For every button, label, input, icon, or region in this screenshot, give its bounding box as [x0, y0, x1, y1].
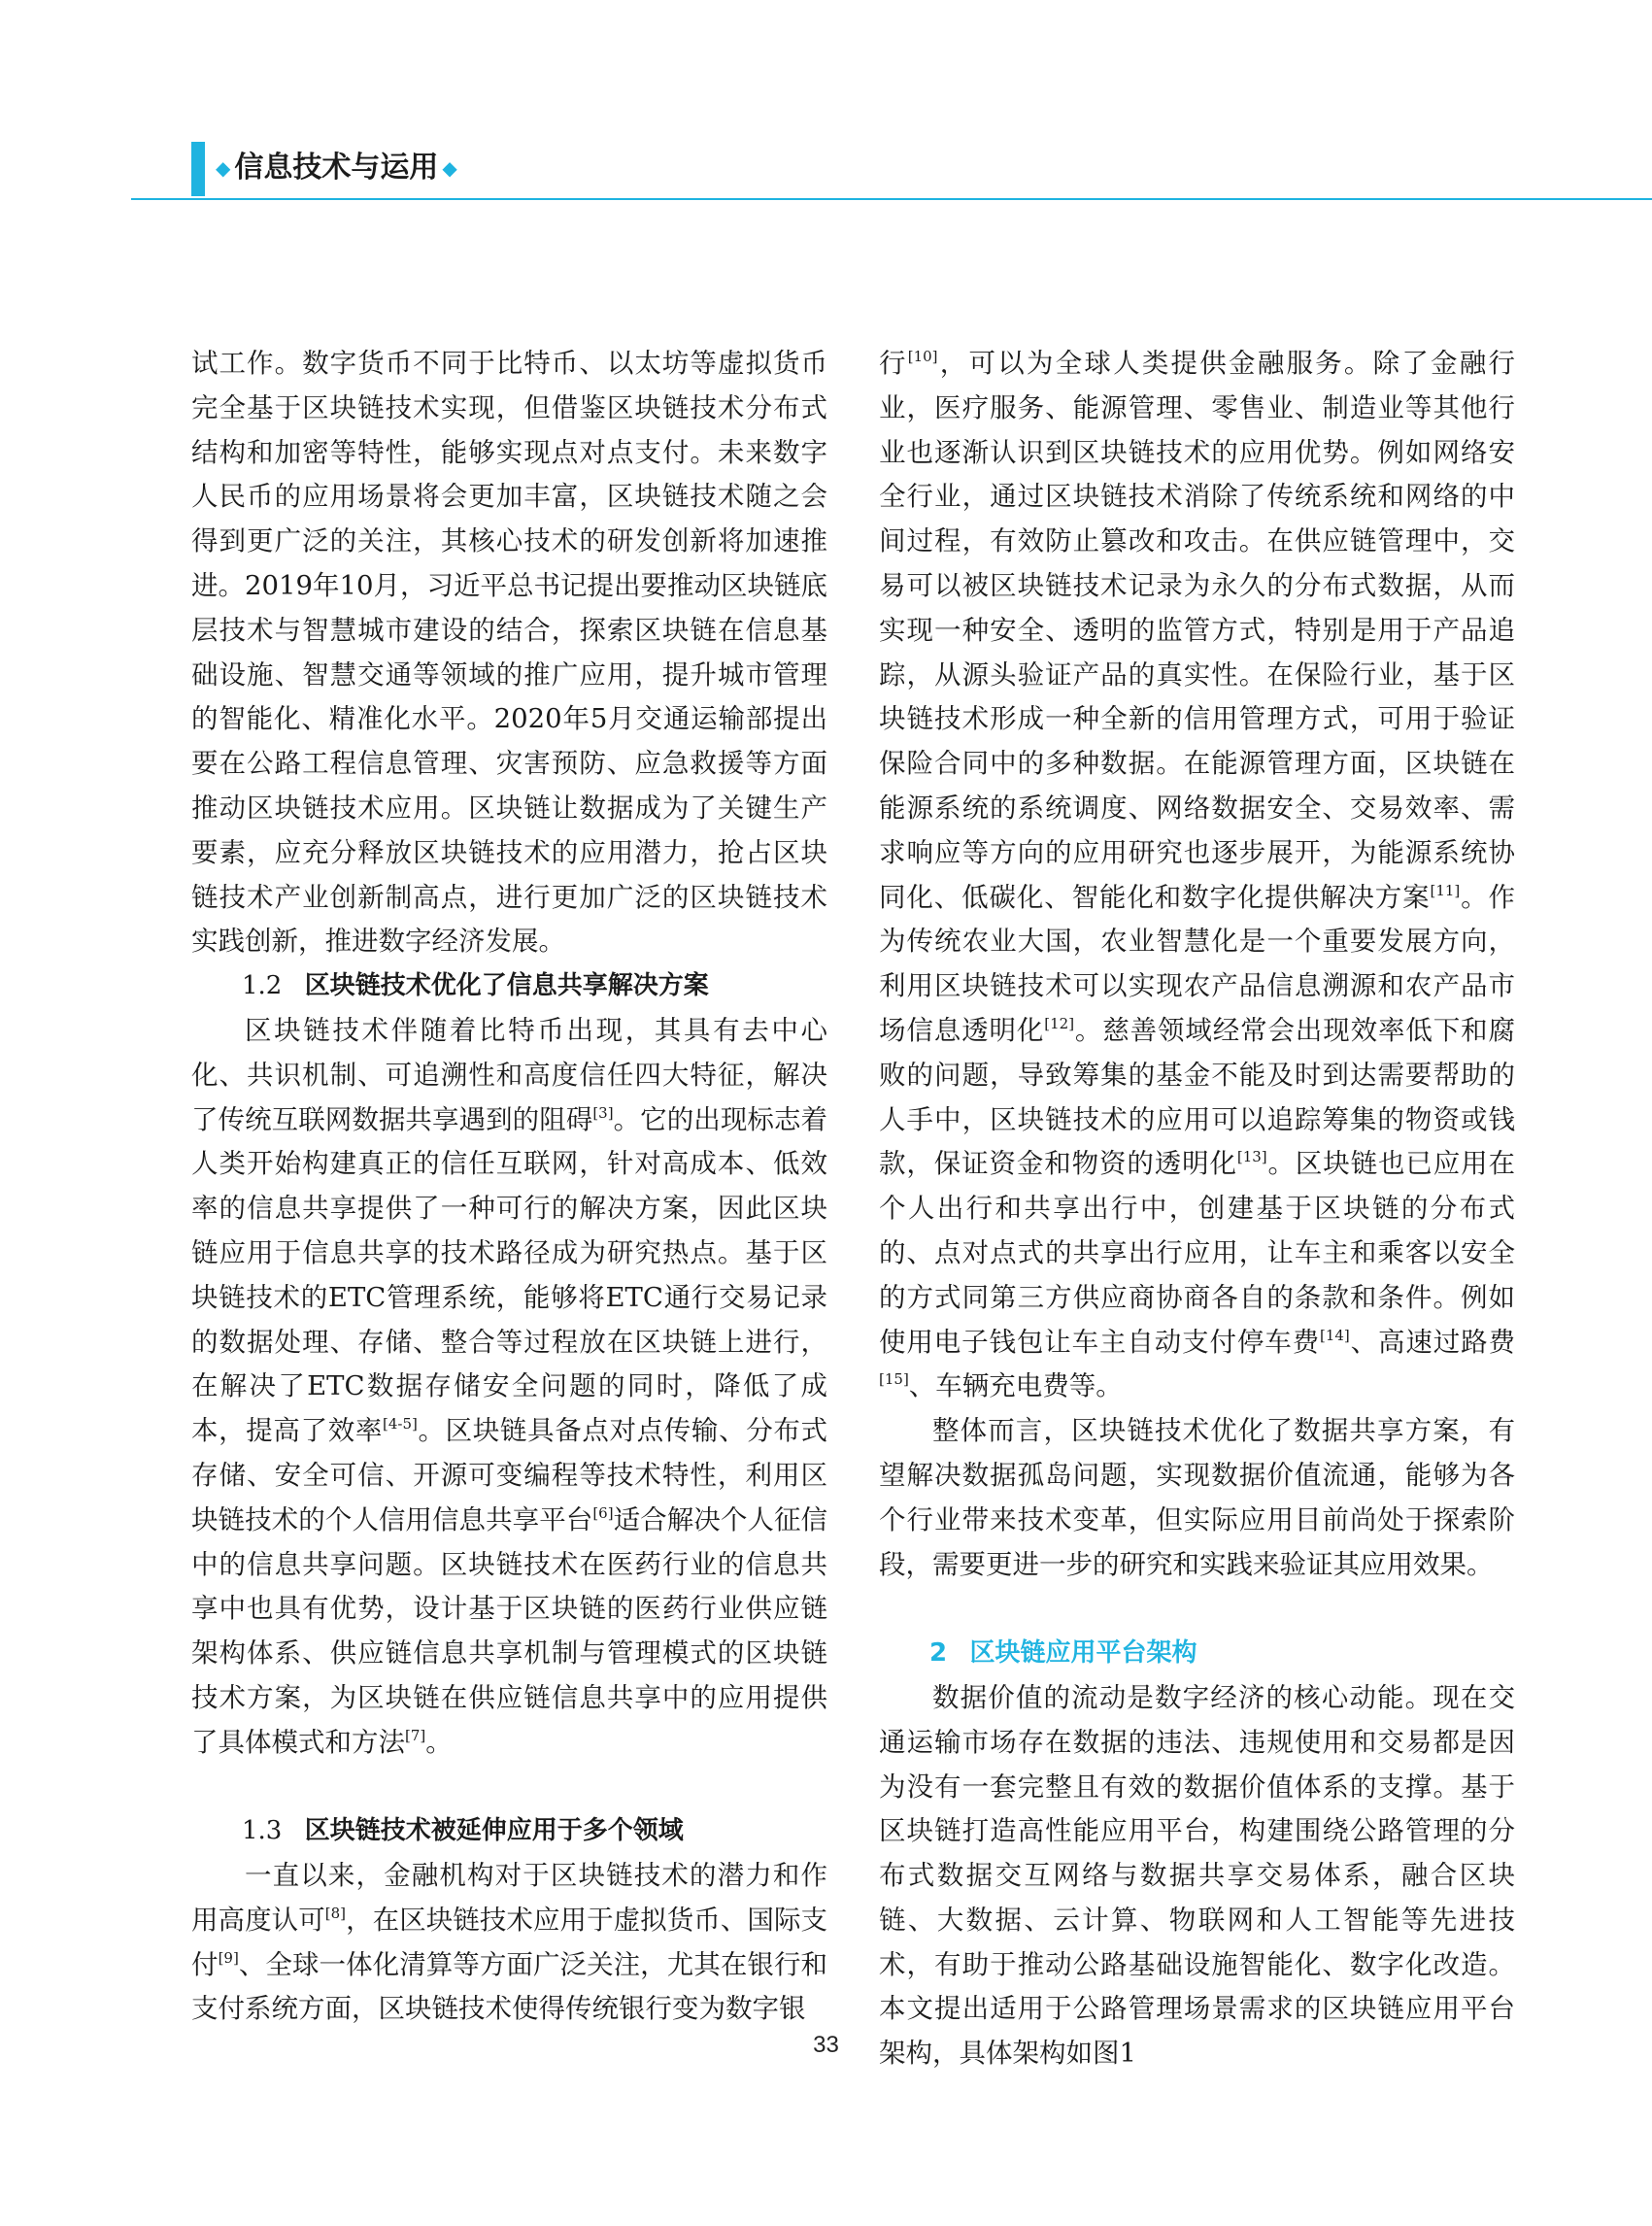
section-number: 2 [929, 1638, 948, 1669]
section-heading-1-2 [191, 964, 827, 1009]
text: 、全球一体化清算等方面广泛关注，尤其在银行和支付系统方面，区块链技术使得传统银行变为数字银 [191, 1948, 828, 2025]
paragraph [879, 1676, 1515, 2076]
citation: [15] [879, 1370, 909, 1389]
text: 。区块链也已应用在个人出行和共享出行中，创建基于区块链的分布式的、点对点式的共享出行应用，让车主和乘客以安全的方式同第三方供应商协商各自的条款和条件。例如使用电子钱包让车主自动支付停车费 [879, 1148, 1516, 1358]
citation: [3] [592, 1103, 614, 1122]
journal-section-title: 信息技术与运用 [234, 151, 439, 185]
text: 、高速过路费 [1349, 1326, 1516, 1358]
text: 数据价值的流动是数字经济的核心动能。现在交通运输市场存在数据的违法、违规使用和交易都是因为没有一套完整且有效的数据价值体系的支撑。基于区块链打造高性能应用平台，构建围绕公路管理的分布式数据交互网络与数据共享交易体系，融合区块链、大数据、云计算、物联网和人工智能等先进技术，有助于推动公路基础设施智能化、数字化改造。本文提出适用于公路管理场景需求的区块链应用平台架构，具体架构如图1 [879, 1681, 1515, 2070]
text: 适合解决个人征信中的信息共享问题。区块链技术在医药行业的信息共享中也具有优势，设计基于区块链的医药行业供应链架构体系、供应链信息共享机制与管理模式的区块链技术方案，为区块链在供应链信息共享中的应用提供了具体模式和方法 [191, 1503, 828, 1758]
citation: [14] [1319, 1326, 1350, 1344]
text: 试工作。数字货币不同于比特币、以太坊等虚拟货币完全基于区块链技术实现，但借鉴区块链技术分布式结构和加密等特性，能够实现点对点支付。未来数字人民币的应用场景将会更加丰富，区块链技术随之会得到更广泛的关注，其核心技术的研发创新将加速推进。2019年10月，习近平总书记提出要推动区块链底层技术与智慧城市建设的结合，探索区块链在信息基础设施、智慧交通等领域的推广应用，提升城市管理的智能化、精准化水平。2020年5月交通运输部提出要在公路工程信息管理、灾害预防、应急救援等方面推动区块链技术应用。区块链让数据成为了关键生产要素，应充分释放区块链技术的应用潜力，抢占区块链技术产业创新制高点，进行更加广泛的区块链技术实践创新，推进数字经济发展。 [191, 348, 827, 958]
spacer [879, 1587, 1515, 1632]
citation: [8] [324, 1904, 347, 1922]
section-heading-2 [879, 1632, 1515, 1676]
text: 。它的出现标志着人类开始构建真正的信任互联网，针对高成本、低效率的信息共享提供了一种可行的解决方案，因此区块链应用于信息共享的技术路径成为研究热点。基于区块链技术的ETC管理系统，能够将ETC通行交易记录的数据处理、存储、整合等过程放在区块链上进行，在解决了ETC数据存储安全问题的同时，降低了成本，提高了效率 [191, 1103, 828, 1447]
text: 行 [879, 348, 908, 379]
spacer [191, 1766, 827, 1810]
citation: [9] [218, 1948, 239, 1967]
section-number: 1.2 [242, 971, 283, 1001]
paragraph [191, 342, 827, 964]
page-number: 33 [813, 2032, 839, 2058]
paragraph [879, 1409, 1515, 1587]
text: 、车辆充电费等。 [908, 1370, 1123, 1402]
header-accent-bar [191, 142, 205, 196]
citation: [4-5] [383, 1414, 418, 1433]
text: 。区块链具备点对点传输、分布式存储、安全可信、开源可变编程等技术特性，利用区块链技术的个人信用信息共享平台 [191, 1415, 827, 1535]
section-title: 区块链技术优化了信息共享解决方案 [304, 971, 709, 1001]
paragraph [191, 1009, 827, 1766]
diamond-icon: ◆ [442, 156, 457, 180]
citation: [11] [1430, 881, 1461, 899]
paragraph [879, 342, 1515, 1409]
running-header [212, 146, 461, 190]
paragraph [191, 1854, 827, 2032]
section-title: 区块链应用平台架构 [969, 1638, 1197, 1669]
text: 整体而言，区块链技术优化了数据共享方案，有望解决数据孤岛问题，实现数据价值流通，能够为各个行业带来技术变革，但实际应用目前尚处于探索阶段，需要更进一步的研究和实践来验证其应用效果。 [879, 1415, 1515, 1580]
citation: [7] [405, 1726, 426, 1744]
section-heading-1-3 [191, 1809, 827, 1854]
citation: [6] [592, 1503, 614, 1522]
section-title: 区块链技术被延伸应用于多个领域 [304, 1816, 684, 1846]
citation: [12] [1044, 1014, 1075, 1032]
right-column [879, 342, 1515, 2076]
text: ，可以为全球人类提供金融服务。除了金融行业，医疗服务、能源管理、零售业、制造业等其他行业也逐渐认识到区块链技术的应用优势。例如网络安全行业，通过区块链技术消除了传统系统和网络的中间过程，有效防止篡改和攻击。在供应链管理中，交易可以被区块链技术记录为永久的分布式数据，从而实现一种安全、透明的监管方式，特别是用于产品追踪，从源头验证产品的真实性。在保险行业，基于区块链技术形成一种全新的信用管理方式，可用于验证保险合同中的多种数据。在能源管理方面，区块链在能源系统的系统调度、网络数据安全、交易效率、需求响应等方向的应用研究也逐步展开，为能源系统协同化、低碳化、智能化和数字化提供解决方案 [879, 348, 1516, 913]
text: 一直以来，金融机构对于区块链技术的潜力和作用高度认可 [191, 1860, 827, 1936]
text: 。慈善领域经常会出现效率低下和腐败的问题，导致筹集的基金不能及时到达需要帮助的人手中，区块链技术的应用可以追踪筹集的物资或钱款，保证资金和物资的透明化 [879, 1014, 1516, 1180]
diamond-icon: ◆ [216, 156, 231, 180]
text: 。作为传统农业大国，农业智慧化是一个重要发展方向，利用区块链技术可以实现农产品信息溯源和农产品市场信息透明化 [879, 881, 1516, 1046]
citation: [13] [1236, 1148, 1267, 1166]
text: ，在区块链技术应用于虚拟货币、国际支付 [191, 1904, 828, 1980]
section-number: 1.3 [242, 1816, 283, 1846]
citation: [10] [907, 347, 938, 365]
text: 。 [425, 1726, 453, 1758]
header-rule [131, 198, 1652, 200]
text: 区块链技术伴随着比特币出现，其具有去中心化、共识机制、可追溯性和高度信任四大特征，解决了传统互联网数据共享遇到的阻碍 [191, 1014, 827, 1135]
left-column [191, 342, 827, 2032]
